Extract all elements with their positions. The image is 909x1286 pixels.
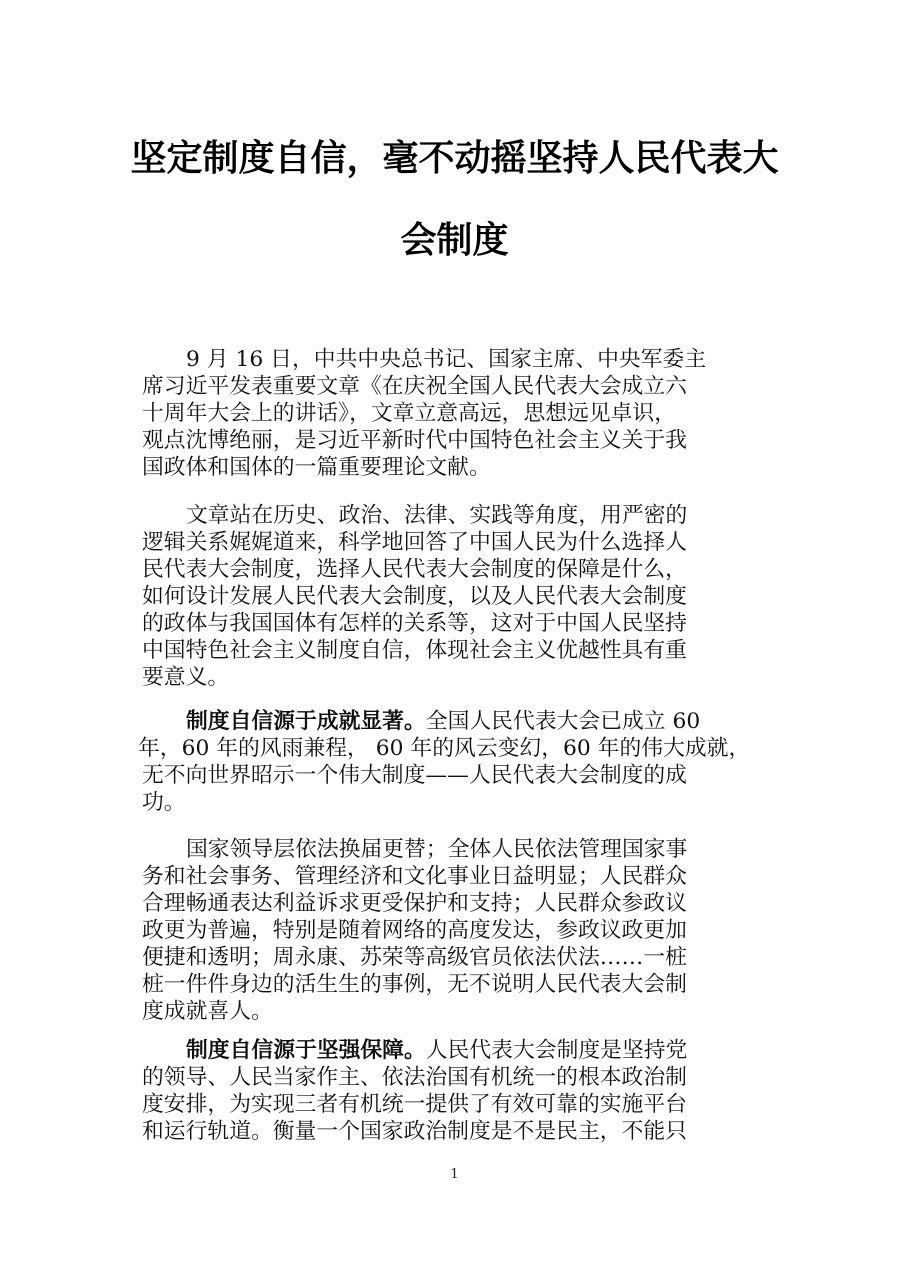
paragraph-line: 务和社会事务、管理经济和文化事业日益明显；人民群众 xyxy=(142,864,687,889)
paragraph-line: 逻辑关系娓娓道来，科学地回答了中国人民为什么选择人 xyxy=(142,530,687,555)
paragraph-line-text: 全国人民代表大会已成立 60 xyxy=(425,709,701,734)
paragraph-line: 如何设计发展人民代表大会制度，以及人民代表大会制度 xyxy=(142,584,687,609)
paragraph-line: 席习近平发表重要文章《在庆祝全国人民代表大会成立六 xyxy=(142,374,687,399)
paragraph-line: 国家领导层依法换届更替；全体人民依法管理国家事 xyxy=(186,837,688,862)
bold-lead: 制度自信源于坚强保障。 xyxy=(186,1038,426,1063)
paragraph-line: 的政体与我国国体有怎样的关系等，这对于中国人民坚持 xyxy=(142,611,687,636)
paragraph-line: 和运行轨道。衡量一个国家政治制度是不是民主，不能只 xyxy=(142,1119,687,1144)
paragraph-line: 功。 xyxy=(142,790,186,815)
paragraph-examples xyxy=(142,836,762,1025)
paragraph-line: 便捷和透明；周永康、苏荣等高级官员依法伏法……一桩 xyxy=(142,945,687,970)
paragraph-line: 国政体和国体的一篇重要理论文献。 xyxy=(142,455,491,480)
paragraph-line: 度成就喜人。 xyxy=(142,999,273,1024)
paragraph-line: 合理畅通表达利益诉求更受保护和支持；人民群众参政议 xyxy=(142,891,687,916)
page-number: 1 xyxy=(450,1167,459,1182)
paragraph-line: 政更为普遍，特别是随着网络的高度发达，参政议政更加 xyxy=(142,918,687,943)
paragraph-line: 桩一件件身边的活生生的事例，无不说明人民代表大会制 xyxy=(142,972,687,997)
paragraph-line: 的领导、人民当家作主、依法治国有机统一的根本政治制 xyxy=(142,1065,687,1090)
paragraph-achievements xyxy=(138,708,762,816)
paragraph-line: 9 月 16 日，中共中央总书记、国家主席、中央军委主 xyxy=(186,347,707,372)
paragraph-analysis xyxy=(142,502,762,691)
paragraph-line: 年，60 年的风雨兼程， 60 年的风云变幻，60 年的伟大成就， xyxy=(138,736,751,761)
paragraph-line: 观点沈博绝丽，是习近平新时代中国特色社会主义关于我 xyxy=(142,428,687,453)
title-line: 会制度 xyxy=(400,220,509,261)
paragraph-line: 文章站在历史、政治、法律、实践等角度，用严密的 xyxy=(186,503,688,528)
paragraph-intro xyxy=(142,346,762,481)
paragraph-line: 中国特色社会主义制度自信，体现社会主义优越性具有重 xyxy=(142,638,687,663)
paragraph-line xyxy=(142,1037,762,1064)
paragraph-line: 十周年大会上的讲话》，文章立意高远，思想远见卓识， xyxy=(142,401,677,426)
paragraph-line: 无不向世界昭示一个伟大制度——人民代表大会制度的成 xyxy=(142,763,687,788)
document-title xyxy=(0,118,909,282)
paragraph-guarantee xyxy=(142,1037,762,1145)
paragraph-line-text: 人民代表大会制度是坚持党 xyxy=(425,1038,688,1063)
paragraph-line: 度安排，为实现三者有机统一提供了有效可靠的实施平台 xyxy=(142,1092,687,1117)
paragraph-line: 民代表大会制度，选择人民代表大会制度的保障是什么， xyxy=(142,557,687,582)
title-line: 坚定制度自信，毫不动摇坚持人民代表大 xyxy=(130,138,779,179)
paragraph-line: 要意义。 xyxy=(142,665,230,690)
bold-lead: 制度自信源于成就显著。 xyxy=(186,709,426,734)
paragraph-line xyxy=(142,708,762,735)
